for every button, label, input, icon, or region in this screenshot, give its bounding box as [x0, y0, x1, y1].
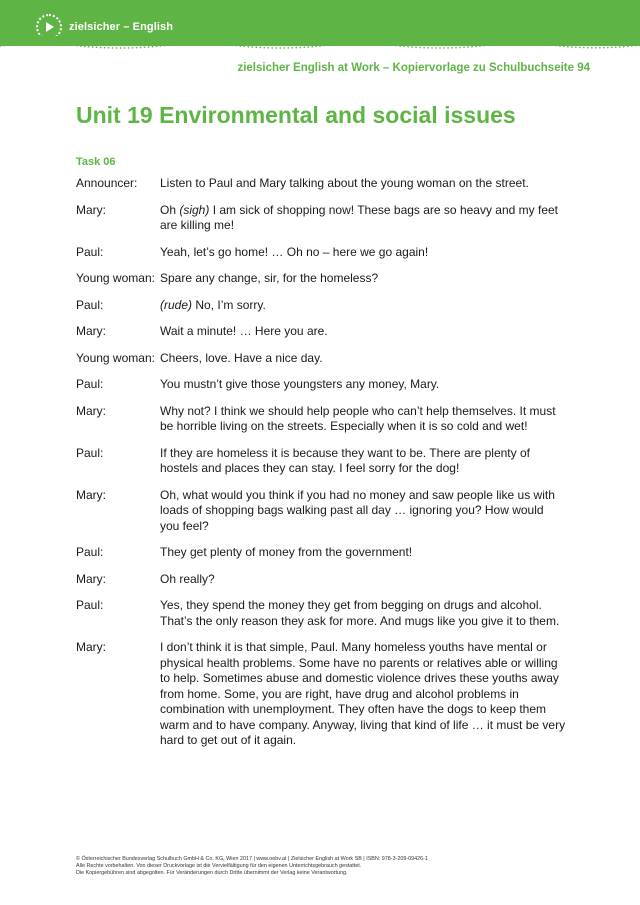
- speaker-label: Mary:: [76, 487, 106, 502]
- footer-line: Alle Rechte vorbehalten. Von dieser Druckvorlage ist die Vervielfältigung für den eigenen Unterrichtsgebrauch gestattet.: [76, 863, 362, 870]
- dialogue-text: [160, 598, 566, 629]
- spoken-text: Why not? I think we should help people who can’t help themselves. It must be horrible living on the streets. Especially when it is so cold and wet!: [160, 403, 556, 433]
- speaker-label: Announcer:: [76, 176, 138, 190]
- task-label: Task 06: [76, 156, 116, 168]
- spoken-text: I am sick of shopping now! These bags are so heavy and my feet are killing me!: [160, 202, 558, 232]
- spoken-text: Oh really?: [160, 571, 215, 586]
- dialogue-text: [160, 572, 566, 588]
- dialogue-text: [160, 324, 566, 340]
- dialogue-line: [76, 640, 566, 749]
- dialogue-line: [76, 545, 566, 561]
- speaker-label: Young woman:: [76, 271, 155, 285]
- dialogue-line: [76, 271, 566, 287]
- spoken-text: I don’t think it is that simple, Paul. Many homeless youths have mental or physical health problems. Some have no parents or relatives able or willing to help. Sometimes abuse and domestic violence drives these youths away from home. Some, you are right, have drug and alcohol problems in combination with unemployment. They often have the dogs to keep them warm and to have company. Anyway, living that kind of life … it must be very hard to get out of it again.: [160, 640, 566, 747]
- page-title: Unit 19 Environmental and social issues: [76, 102, 516, 128]
- spoken-text: They get plenty of money from the government!: [160, 545, 413, 559]
- spoken-text: Oh, what would you think if you had no money and saw people like us with loads of shopping bags walking past all day … ignoring you? How would you feel?: [160, 487, 555, 533]
- page-header-subtitle: zielsicher English at Work – Kopiervorlage zu Schulbuchseite 94: [237, 62, 590, 74]
- dialogue-text: [160, 298, 566, 314]
- dialogue-line: [76, 598, 566, 629]
- dialogue-text: [160, 488, 566, 535]
- copyright-footer: [76, 856, 576, 878]
- dialogue-text: [160, 446, 566, 477]
- dialogue-line: [76, 176, 566, 192]
- dialogue-text-lead: Oh: [160, 202, 180, 217]
- dialogue-text: [160, 245, 566, 261]
- dialogue-line: [76, 446, 566, 477]
- spoken-text: Cheers, love. Have a nice day.: [160, 350, 323, 365]
- dialogue-line: [76, 404, 566, 435]
- dialogue-text: [160, 545, 566, 561]
- dialogue-text: [160, 377, 566, 393]
- speaker-label: Paul:: [76, 297, 104, 312]
- dialogue-text: [160, 176, 566, 192]
- speaker-label: Paul:: [76, 598, 104, 612]
- spoken-text: Yes, they spend the money they get from begging on drugs and alcohol. That’s the only reason they ask for more. And mugs like you give it to them.: [160, 598, 560, 628]
- speaker-label: Paul:: [76, 377, 104, 391]
- speaker-label: Mary:: [76, 403, 106, 418]
- spoken-text: Wait a minute! … Here you are.: [160, 324, 328, 338]
- dialogue-text: [160, 203, 566, 234]
- dialogue-transcript: [76, 176, 566, 760]
- dialogue-line: [76, 203, 566, 234]
- spoken-text: No, I’m sorry.: [192, 297, 266, 312]
- speaker-label: Young woman:: [76, 350, 155, 365]
- banner-wave-edge: [0, 36, 640, 50]
- dialogue-text: [160, 351, 566, 367]
- spoken-text: Yeah, let’s go home! … Oh no – here we go again!: [160, 244, 429, 259]
- brand-name: zielsicher – English: [69, 21, 174, 33]
- footer-line: © Österreichischer Bundesverlag Schulbuch GmbH & Co. KG, Wien 2017 | www.oebv.at | Zielsicher English at Work SB | ISBN: 978-3-209-09426-1: [76, 856, 428, 862]
- dialogue-line: [76, 377, 566, 393]
- dialogue-line: [76, 488, 566, 535]
- dialogue-text: [160, 271, 566, 287]
- stage-direction: (rude): [160, 297, 193, 312]
- spoken-text: Listen to Paul and Mary talking about the young woman on the street.: [160, 176, 529, 190]
- dialogue-line: [76, 298, 566, 314]
- speaker-label: Mary:: [76, 640, 106, 654]
- spoken-text: You mustn’t give those youngsters any money, Mary.: [160, 377, 440, 391]
- dialogue-line: [76, 245, 566, 261]
- speaker-label: Paul:: [76, 244, 104, 259]
- speaker-label: Paul:: [76, 445, 104, 460]
- speaker-label: Mary:: [76, 202, 106, 217]
- dialogue-text: [160, 404, 566, 435]
- speaker-label: Mary:: [76, 571, 106, 586]
- dialogue-line: [76, 324, 566, 340]
- footer-line: Die Kopiergebühren sind abgegolten. Für Veränderungen durch Dritte übernimmt der Verlag keine Verantwortung.: [76, 870, 348, 877]
- stage-direction: (sigh): [179, 202, 210, 217]
- spoken-text: If they are homeless it is because they want to be. There are plenty of hostels and places they can stay. I feel sorry for the dog!: [160, 445, 530, 475]
- dialogue-line: [76, 572, 566, 588]
- dialogue-line: [76, 351, 566, 367]
- speaker-label: Paul:: [76, 545, 104, 559]
- dialogue-text: [160, 640, 566, 749]
- spoken-text: Spare any change, sir, for the homeless?: [160, 271, 379, 285]
- speaker-label: Mary:: [76, 324, 106, 338]
